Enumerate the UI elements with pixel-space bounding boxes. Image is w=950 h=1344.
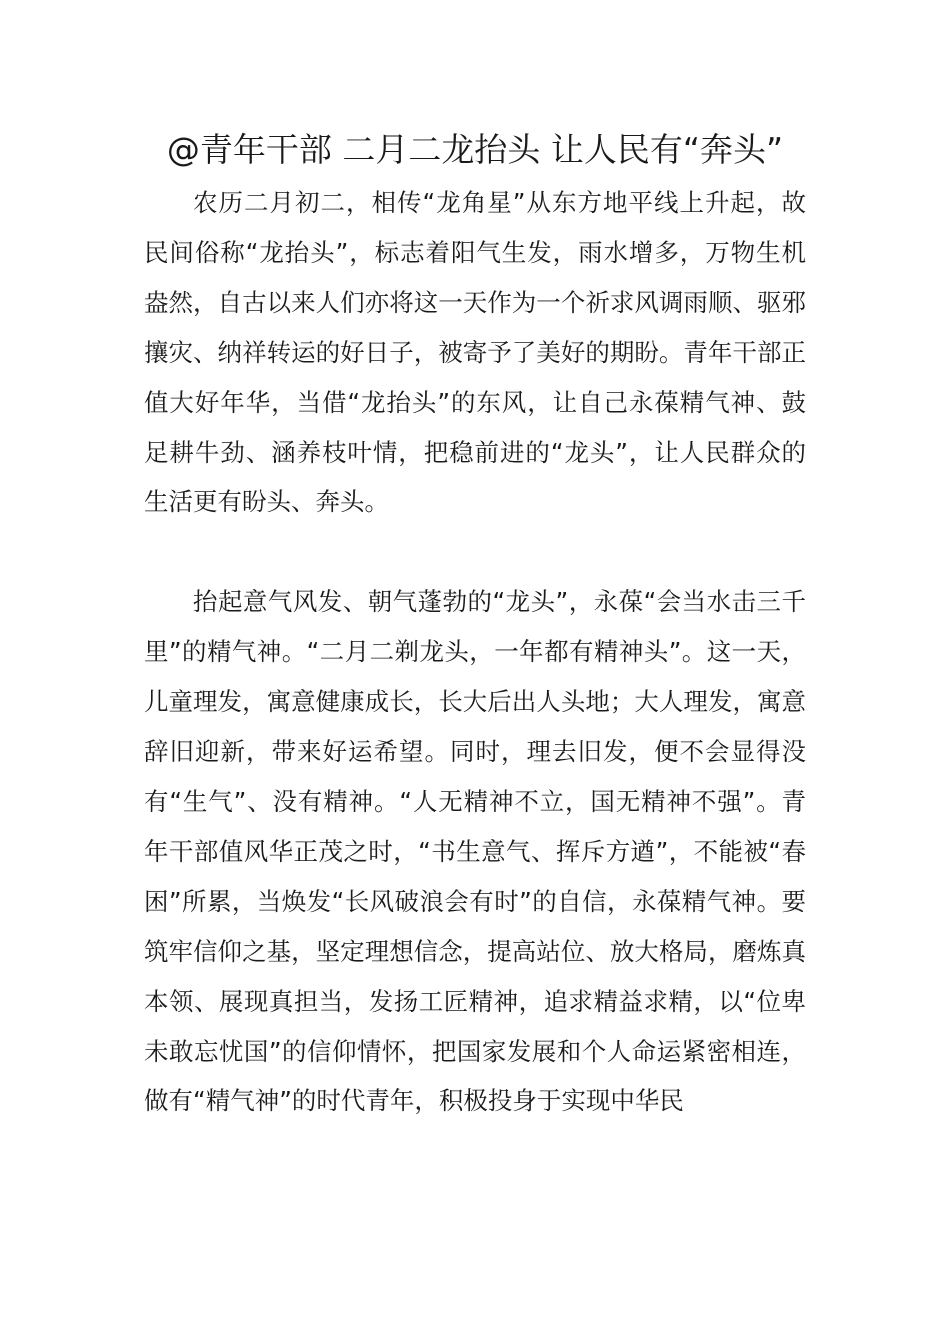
paragraph-spacer [144,527,806,577]
paragraph-1: 农历二月初二，相传“龙角星”从东方地平线上升起，故民间俗称“龙抬头”，标志着阳气生发，雨水增多，万物生机盎然，自古以来人们亦将这一天作为一个祈求风调雨顺、驱邪攘灾、纳祥转运的好日子，被寄予了美好的期盼。青年干部正值大好年华，当借“龙抬头”的东风，让自己永葆精气神、鼓足耕牛劲、涵养枝叶情，把稳前进的“龙头”，让人民群众的生活更有盼头、奔头。 [144,188,806,517]
document-title: @青年干部 二月二龙抬头 让人民有“奔头” [166,130,784,169]
paragraph-2: 抬起意气风发、朝气蓬勃的“龙头”，永葆“会当水击三千里”的精气神。“二月二剃龙头，一年都有精神头”。这一天，儿童理发，寓意健康成长，长大后出人头地；大人理发，寓意辞旧迎新，带来好运希望。同时，理去旧发，便不会显得没有“生气”、没有精神。“人无精神不立，国无精神不强”。青年干部值风华正茂之时，“书生意气、挥斥方遒”，不能被“春困”所累，当焕发“长风破浪会有时”的自信，永葆精气神。要筑牢信仰之基，坚定理想信念，提高站位、放大格局，磨炼真本领、展现真担当，发扬工匠精神，追求精益求精，以“位卑未敢忘忧国”的信仰情怀，把国家发展和个人命运紧密相连，做有“精气神”的时代青年，积极投身于实现中华民 [144,587,806,1116]
